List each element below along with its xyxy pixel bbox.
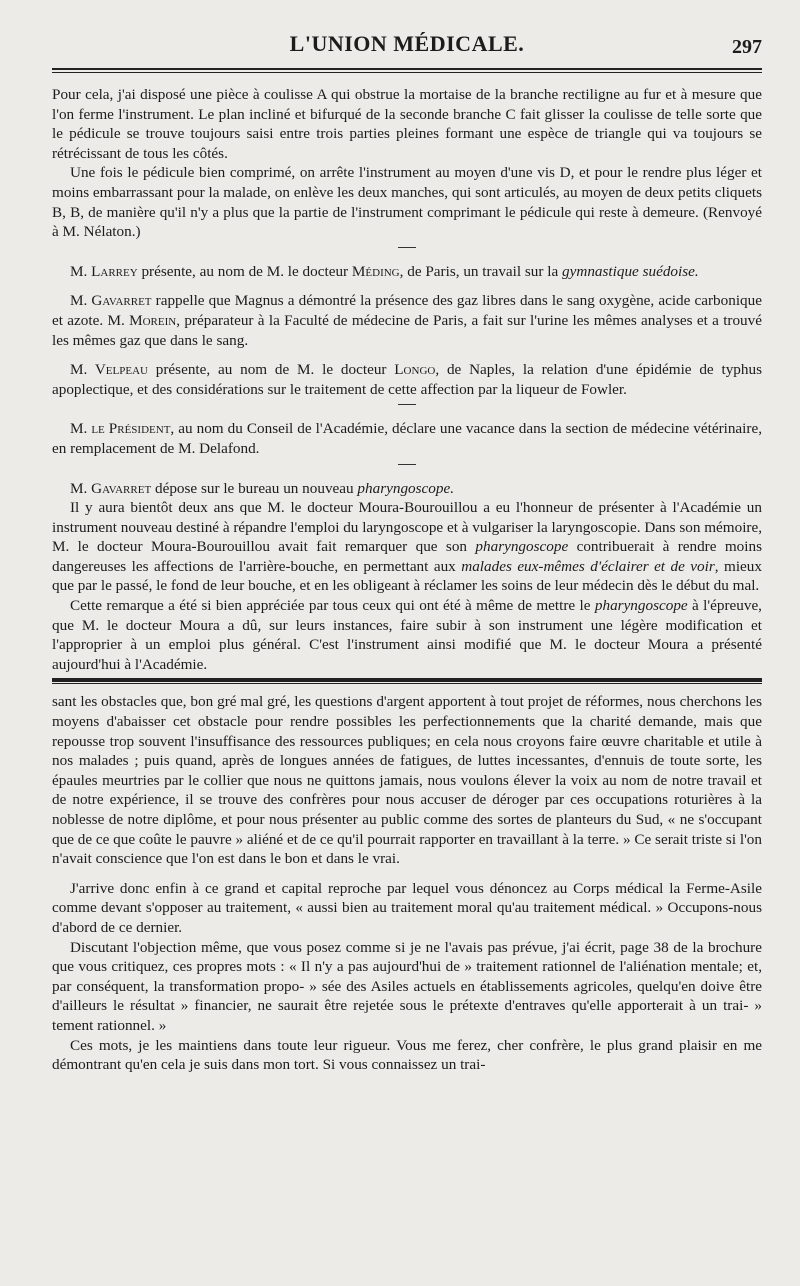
paragraph-instrument-mechanism: Pour cela, j'ai disposé une pièce à coulisse A qui obstrue la mortaise de la branche rectiligne au fur et à mesure que l'on ferme l'instrument. Le plan incliné et bifurqué de la seconde branche C fait glisser la coulisse de telle sorte que le pédicule se trouve toujours saisi entre trois parties pleines formant une espèce de triangle qui va toujours se rétrécissant de tous les côtés.: [52, 86, 762, 162]
proceedings-section: [52, 85, 762, 674]
journal-title: L'UNION MÉDICALE.: [289, 31, 525, 56]
speaker-name: M. Gavarret: [70, 292, 152, 310]
paragraph-larrey: M. Larrey présente, au nom de M. le docteur Méding, de Paris, un travail sur la gymnastique suédoise.: [70, 262, 699, 280]
paragraph-moura-history: Il y aura bientôt deux ans que M. le docteur Moura-Bourouillou a eu l'honneur de présenter à l'Académie un instrument nouveau destiné à répandre l'emploi du laryngoscope et à vulgariser la laryngoscopie. Dans son mémoire, M. le docteur Moura-Bourouillou avait fait remarquer que son pharyngoscope contribuerait à rendre moins dangereuses les affections de l'arrière-bouche, en permettant aux malades eux-mêmes d'éclairer et de voir, mieux que par le passé, le fond de leur bouche, et en les obligeant à réclamer les soins de leur médecin dès le début du mal.: [52, 499, 763, 595]
page-number: 297: [732, 36, 762, 58]
paragraph-moura-modification: Cette remarque a été si bien appréciée par tous ceux qui ont été à même de mettre le pharyngoscope à l'épreuve, que M. le docteur Moura a dû, sur leurs instances, faire subir à son instrument une légère modification et l'approprier à un emploi plus général. C'est l'instrument ainsi modifié que M. le docteur Moura a présenté aujourd'hui à l'Académie.: [52, 597, 762, 673]
instrument-name: pharyngoscope.: [357, 479, 455, 497]
feuilleton-rule: [52, 678, 762, 684]
speaker-name: M. Gavarret: [70, 479, 152, 497]
paragraph-gavarret-pharyngoscope: M. Gavarret dépose sur le bureau un nouveau pharyngoscope.: [70, 479, 455, 497]
speaker-name: M. Larrey: [70, 262, 138, 280]
paragraph-pedicle-compression: Une fois le pédicule bien comprimé, on arrête l'instrument au moyen d'une vis D, et pour le rendre plus léger et moins embarrassant pour la malade, on enlève les deux manches, qui sont articulés, au moyen de deux petits cliquets B, B, de manière qu'il n'y a plus que la partie de l'instrument comprimant le pédicule qui reste à demeure. (Renvoyé à M. Nélaton.): [52, 164, 762, 241]
speaker-name: M. Velpeau: [70, 361, 148, 379]
page-header: [52, 31, 762, 64]
work-title: gymnastique suédoise.: [562, 262, 699, 280]
section-separator: [52, 242, 762, 252]
section-separator: [52, 459, 762, 469]
header-rule: [52, 68, 762, 73]
paragraph-gavarret-gases: M. Gavarret rappelle que Magnus a démontré la présence des gaz libres dans le sang oxygène, acide carbonique et azote. M. Morein, préparateur à la Faculté de médecine de Paris, a fait sur l'urine les mêmes analyses et a trouvé les mêmes gaz que dans le sang.: [52, 292, 762, 349]
feuilleton-section: [52, 692, 762, 1074]
paragraph-objection: Discutant l'objection même, que vous posez comme si je ne l'avais pas prévue, j'ai écrit, page 38 de la brochure que vous critiquez, ces propres mots : « Il n'y a pas aujourd'hui de » traitement rationnel de l'aliénation mentale; et, par conséquent, la transformation propo- » sée des Asiles actuels en établissements agricoles, quelqu'en doive être d'ailleurs le résultat » financier, ne saurait être rejetée sous le prétexte d'entraves qu'elle apporterait à un trai- » tement rationnel. »: [52, 938, 762, 1034]
paragraph-maintain: Ces mots, je les maintiens dans toute leur rigueur. Vous me ferez, cher confrère, le plus grand plaisir en me démontrant qu'en cela je suis dans mon tort. Si vous connaissez un trai-: [52, 1036, 762, 1074]
author-name: Longo: [394, 361, 436, 379]
paragraph-obstacles: sant les obstacles que, bon gré mal gré, les questions d'argent apportent à tout projet de réformes, nous cherchons les moyens d'abaisser cet obstacle pour rendre possibles les perfectionnements que la charité demande, mais que repousse trop souvent l'insuffisance des ressources publiques; en cela nous croyons faire œuvre charitable et utile à nos malades ; puis quand, après de longues années de fatigues, de luttes incessantes, d'ennuis de toute sorte, les épaules meurtries par le collier que nous ne quittons jamais, nous voulons élever la voix au nom de notre travail et de notre expérience, il se trouve des confrères pour nous accuser de déroger par ces occupations roturières à la noblesse de notre diplôme, et pour nous présenter au public comme des sortes de planteurs du Sud, « ne s'occupant que de ce que coûte le pauvre » aliéné et de ce qu'il pourrait rapporter en travaillant à la terre. » Ce serait triste si l'on n'avait conscience que l'on est dans le bon et dans le vrai.: [52, 693, 762, 868]
paragraph-president: M. le Président, au nom du Conseil de l'Académie, déclare une vacance dans la section de médecine vétérinaire, en remplacement de M. Delafond.: [52, 420, 762, 457]
paragraph-velpeau: M. Velpeau présente, au nom de M. le docteur Longo, de Naples, la relation d'une épidémie de typhus apoplectique, et des considérations sur le traitement de cette affection par la liqueur de Fowler.: [52, 361, 762, 398]
paragraph-ferme-asile: J'arrive donc enfin à ce grand et capital reproche par lequel vous dénoncez au Corps médical la Ferme-Asile comme devant s'opposer au traitement, « aussi bien au traitement moral qu'au traitement médical. » Occupons-nous d'abord de ce dernier.: [52, 879, 762, 936]
section-separator: [52, 399, 762, 409]
author-name: Méding: [351, 262, 400, 280]
author-name: Morein: [129, 311, 177, 329]
speaker-name: M. le Président: [70, 420, 171, 438]
